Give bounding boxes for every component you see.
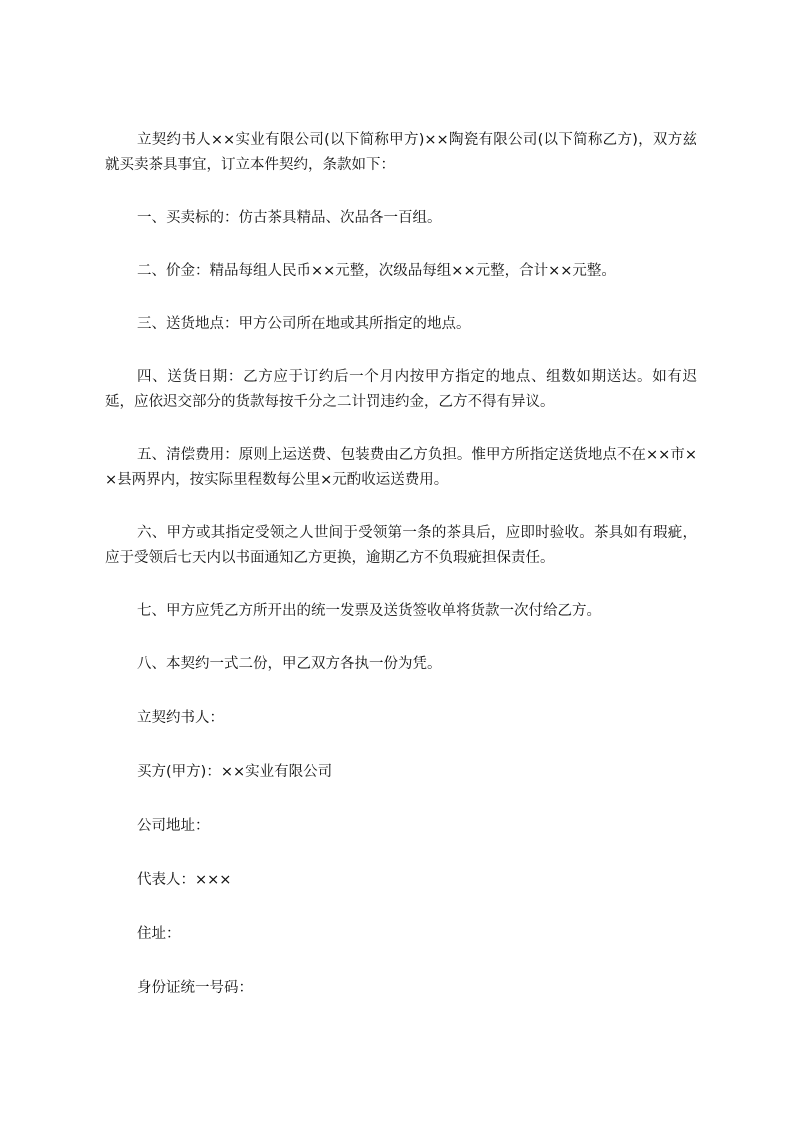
clause-4-delivery-date: 四、送货日期：乙方应于订约后一个月内按甲方指定的地点、组数如期送达。如有迟延，应依迟交部分的货款每按千分之二计罚违约金，乙方不得有异议。 [105,369,697,410]
contract-intro-paragraph: 立契约书人××实业有限公司(以下简称甲方)××陶瓷有限公司(以下简称乙方)，双方兹就买卖茶具事宜，订立本件契约，条款如下： [105,132,697,173]
signatory-heading: 立契约书人： [137,710,224,726]
representative-line: 代表人：××× [137,872,232,888]
id-number-line: 身份证统一号码： [137,980,253,996]
clause-8-copies: 八、本契约一式二份，甲乙双方各执一份为凭。 [137,656,442,672]
clause-1-subject: 一、买卖标的：仿古茶具精品、次品各一百组。 [137,210,442,226]
clause-6-inspection: 六、甲方或其指定受领之人世间于受领第一条的茶具后，应即时验收。茶具如有瑕疵，应于受领后七天内以书面通知乙方更换，逾期乙方不负瑕疵担保责任。 [105,525,697,566]
clause-3-delivery-location: 三、送货地点：甲方公司所在地或其所指定的地点。 [137,316,471,332]
company-address-line: 公司地址： [137,818,210,834]
clause-7-payment: 七、甲方应凭乙方所开出的统一发票及送货签收单将货款一次付给乙方。 [137,603,601,619]
residence-address-line: 住址： [137,926,181,942]
buyer-party-line: 买方(甲方)：××实业有限公司 [137,764,333,780]
clause-2-price: 二、价金：精品每组人民币××元整，次级品每组××元整，合计××元整。 [137,263,616,279]
clause-5-costs: 五、清偿费用：原则上运送费、包装费由乙方负担。惟甲方所指定送货地点不在××市××县两界内，按实际里程数每公里×元酌收运送费用。 [105,447,697,488]
contract-body [105,128,697,1001]
